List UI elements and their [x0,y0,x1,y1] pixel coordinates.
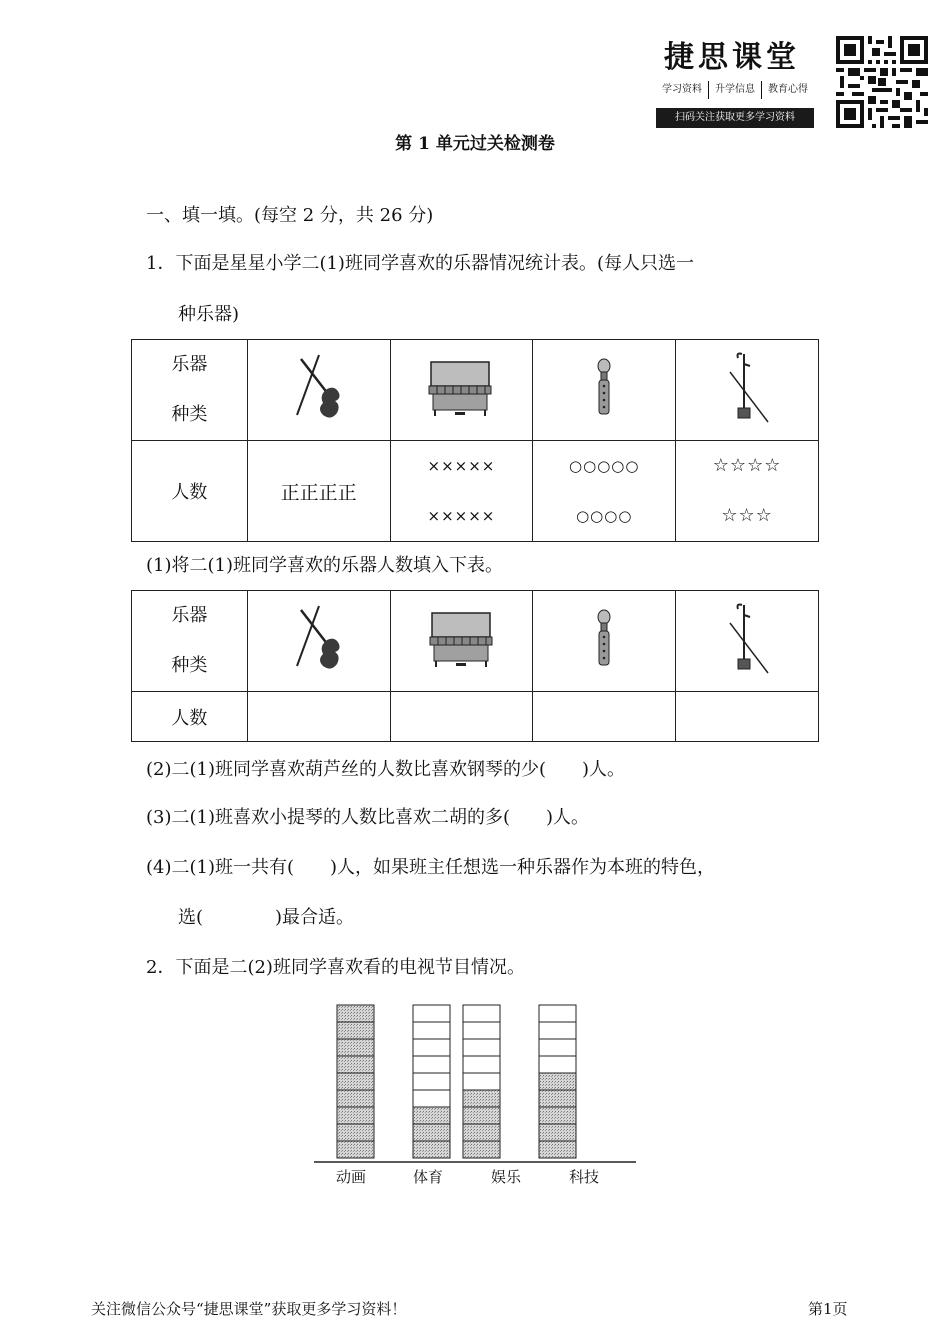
bar-cell-filled [539,1073,576,1090]
violin-icon [289,353,349,423]
instrument-count-table [131,590,819,742]
hulusi-icon [589,607,619,671]
bar-cell-filled [337,1073,374,1090]
erhu-icon [722,601,772,677]
instrument2-cell-violin [247,591,390,692]
violin-tally: 正正正正 [247,441,390,542]
page-number: 第1页 [808,1300,848,1318]
bar-cell-filled [539,1090,576,1107]
instrument-cell-violin [247,340,390,441]
instrument2-cell-piano [390,591,533,692]
bar-cell-filled [337,1141,374,1158]
hulusi-tally-row-1: ○○○○○ [569,457,640,475]
bar-cell-empty [463,1005,500,1022]
bar-cell-empty [413,1039,450,1056]
piano-tally-row-1: ××××× [427,457,496,475]
header-cell-instrument [132,340,248,441]
bar-cell-empty [539,1005,576,1022]
instrument-cell-piano [390,340,533,441]
instrument2-cell-hulusi [533,591,676,692]
erhu-tally-cell [676,441,819,542]
hulusi-tally-cell [533,441,676,542]
exam-title: 第 1 单元过关检测卷 [395,134,555,154]
bar-cell-filled [337,1022,374,1039]
q1-sub2: (2)二(1)班同学喜欢葫芦丝的人数比喜欢钢琴的少( )人。 [146,759,626,780]
hulusi-tally-row-2: ○○○○ [576,507,633,525]
answer-cell-piano[interactable] [390,692,533,742]
bar-cell-filled [539,1141,576,1158]
count-label-cell-2: 人数 [132,692,248,742]
bar-cell-filled [539,1124,576,1141]
tv-program-chart [300,985,650,1170]
bar-cell-empty [539,1022,576,1039]
piano-tally-row-2: ××××× [427,507,496,525]
bar-cell-filled [463,1090,500,1107]
bar-cell-empty [413,1022,450,1039]
count-label-cell: 人数 [132,441,248,542]
brand-link-study[interactable]: 学习资料 [656,81,709,99]
instrument-cell-hulusi [533,340,676,441]
instrument-cell-erhu [676,340,819,441]
answer-cell-violin[interactable] [247,692,390,742]
header2-label-1: 乐器 [171,605,208,626]
erhu-icon [722,350,772,426]
category-label-animation: 动画 [336,1168,367,1186]
q1-sub1: (1)将二(1)班同学喜欢的乐器人数填入下表。 [146,555,503,576]
brand-banner: 扫码关注获取更多学习资料 [656,108,814,128]
bar-cell-empty [413,1073,450,1090]
bar-cell-filled [337,1090,374,1107]
brand-links [656,81,814,99]
answer-cell-hulusi[interactable] [533,692,676,742]
q1-sub4-line1: (4)二(1)班一共有( )人，如果班主任想选一种乐器作为本班的特色， [146,857,716,878]
bar-cell-filled [413,1107,450,1124]
bar-cell-empty [463,1056,500,1073]
category-label-sports: 体育 [413,1168,444,1186]
header-cell-instrument-2 [132,591,248,692]
bar-cell-filled [337,1056,374,1073]
erhu-tally-row-1: ☆☆☆☆ [712,455,782,476]
footer-note: 关注微信公众号“捷思课堂”获取更多学习资料！ [91,1300,407,1318]
bar-cell-filled [463,1107,500,1124]
header-label-2: 种类 [171,404,208,425]
q2-text: 2．下面是二(2)班同学喜欢看的电视节目情况。 [146,957,525,978]
erhu-tally-row-2: ☆☆☆ [721,505,773,526]
brand-link-admission[interactable]: 升学信息 [709,81,762,99]
bar-cell-filled [463,1141,500,1158]
hulusi-icon [589,356,619,420]
bar-cell-empty [463,1039,500,1056]
q1-text-line2: 种乐器) [178,304,240,325]
bar-cell-empty [413,1090,450,1107]
instrument-tally-table [131,339,819,542]
bar-cell-filled [413,1141,450,1158]
category-label-technology: 科技 [569,1168,600,1186]
q1-sub4-line2: 选( )最合适。 [178,907,355,928]
bar-cell-filled [337,1124,374,1141]
bar-cell-empty [413,1005,450,1022]
piano-icon [425,356,497,420]
section-heading: 一、填一填。(每空 2 分，共 26 分) [146,205,434,226]
bar-cell-empty [539,1039,576,1056]
q1-text-line1: 1．下面是星星小学二(1)班同学喜欢的乐器情况统计表。(每人只选一 [146,253,694,274]
violin-icon [289,604,349,674]
category-label-entertainment: 娱乐 [491,1168,522,1186]
bar-cell-empty [539,1056,576,1073]
brand-title: 捷思课堂 [664,40,800,75]
bar-cell-filled [463,1124,500,1141]
header2-label-2: 种类 [171,655,208,676]
piano-tally-cell [390,441,533,542]
bar-cell-empty [463,1073,500,1090]
bar-cell-filled [413,1124,450,1141]
bar-cell-filled [337,1005,374,1022]
brand-link-education[interactable]: 教育心得 [768,84,808,95]
bar-cell-filled [337,1039,374,1056]
qr-code-icon [836,36,928,128]
bar-cell-empty [413,1056,450,1073]
instrument2-cell-erhu [676,591,819,692]
q1-sub3: (3)二(1)班喜欢小提琴的人数比喜欢二胡的多( )人。 [146,807,590,828]
answer-cell-erhu[interactable] [676,692,819,742]
bar-cell-filled [337,1107,374,1124]
header-label-1: 乐器 [171,354,208,375]
bar-cell-empty [463,1022,500,1039]
bar-cell-filled [539,1107,576,1124]
piano-icon [426,607,498,671]
